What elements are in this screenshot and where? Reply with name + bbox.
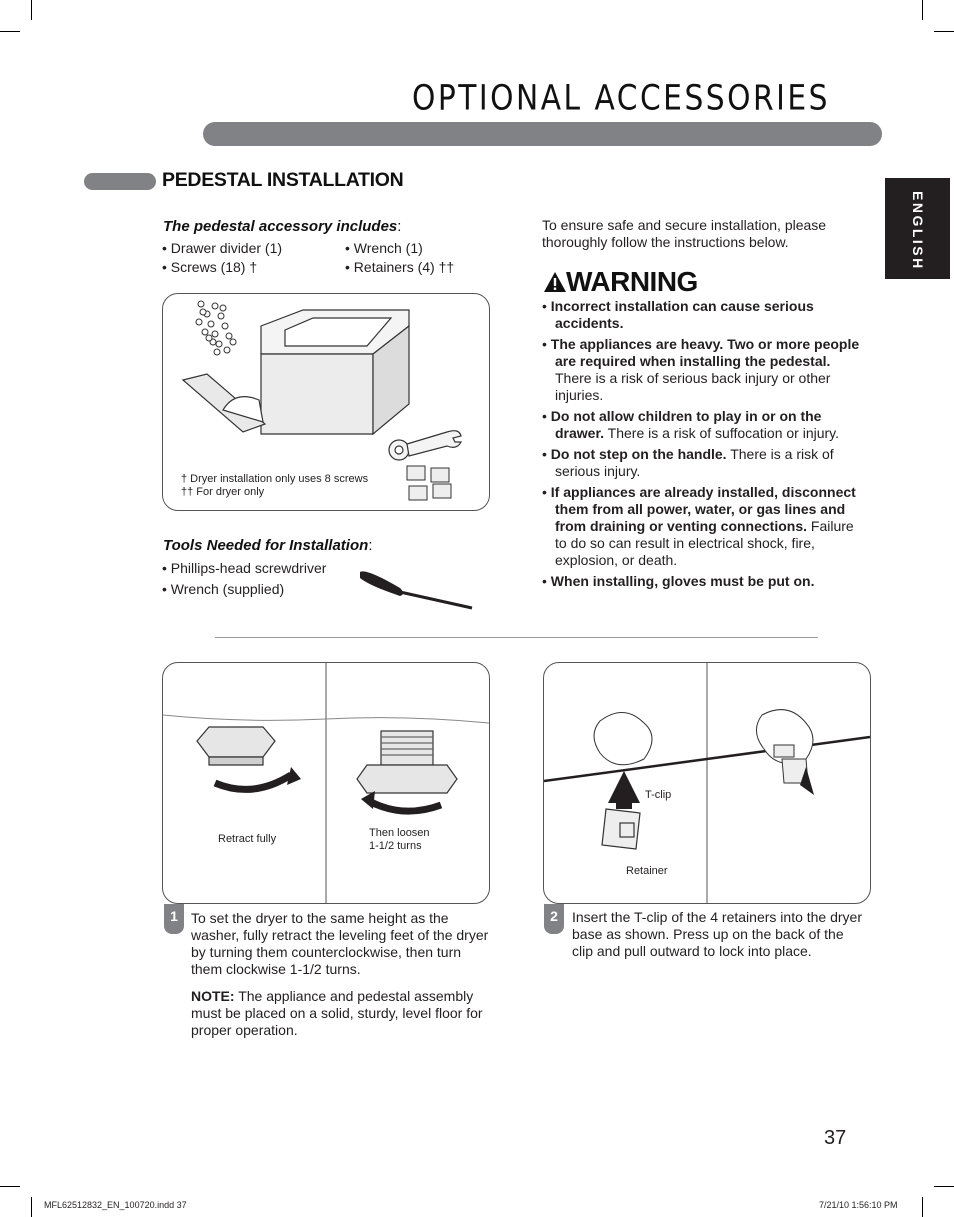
crop-mark: [922, 0, 923, 20]
wrench-icon: [389, 431, 461, 460]
list-item: • Wrench (supplied): [162, 581, 285, 597]
list-item: • Wrench (1): [345, 240, 423, 256]
accessories-illustration: [162, 293, 490, 511]
step1-text: To set the dryer to the same height as the washer, fully retract the leveling feet of the dryer by turning them counterclockwise, then turn them clockwise 1-1/2 turns.: [191, 910, 489, 977]
tools-list: [162, 560, 326, 598]
retract-caption: Retract fully: [218, 833, 277, 845]
tools-heading: Tools Needed for Installation:: [163, 537, 373, 554]
page-number: 37: [824, 1127, 847, 1149]
warning-item: • Incorrect installation can cause serious accidents.: [542, 298, 814, 331]
list-item: • Drawer divider (1): [162, 240, 283, 256]
step1-illustration: [162, 662, 490, 904]
drawer-divider-icon: [183, 374, 265, 432]
crop-mark: [934, 31, 954, 32]
screwdriver-icon: [356, 566, 476, 612]
screws-icon: [196, 301, 236, 355]
footer-filename: MFL62512832_EN_100720.indd 37: [44, 1200, 187, 1210]
includes-list-left: [162, 240, 282, 276]
section-divider: [215, 637, 818, 638]
crop-mark: [922, 1197, 923, 1217]
footer-timestamp: 7/21/10 1:56:10 PM: [819, 1200, 898, 1210]
retainer-drawing: [544, 663, 870, 903]
crop-mark: [31, 1197, 32, 1217]
step1-number: 1: [164, 904, 184, 934]
warning-item: • Do not step on the handle. There is a risk of serious injury.: [542, 446, 834, 479]
warning-item: • When installing, gloves must be put on.: [542, 573, 815, 589]
warning-triangle-icon: [543, 271, 567, 293]
list-item: • Screws (18) †: [162, 259, 258, 275]
tclip-label: T-clip: [645, 789, 672, 801]
section-pill: [84, 173, 156, 190]
caption-line: 1-1/2 turns: [369, 840, 422, 852]
list-item: • Retainers (4) ††: [345, 259, 455, 275]
title-bar: [203, 122, 882, 146]
caption-line: Then loosen: [369, 827, 430, 839]
crop-mark: [0, 31, 20, 32]
warning-item: • The appliances are heavy. Two or more people are required when installing the pedestal. There is a risk of serious back injury or other injuries.: [542, 336, 860, 403]
screw-note: † Dryer installation only uses 8 screws: [181, 473, 369, 485]
warning-list: [542, 298, 868, 594]
list-item: • Phillips-head screwdriver: [162, 560, 327, 576]
leveling-feet-drawing: [163, 663, 489, 903]
step2-number: 2: [544, 904, 564, 934]
loosen-caption: [369, 827, 430, 853]
pedestal-drawer-icon: [261, 310, 409, 434]
step2-text: Insert the T-clip of the 4 retainers into the dryer base as shown. Press up on the back of the clip and pull outward to lock into place.: [572, 909, 863, 959]
dryer-note: †† For dryer only: [181, 486, 265, 498]
crop-mark: [934, 1186, 954, 1187]
crop-mark: [31, 0, 32, 20]
crop-mark: [0, 1186, 20, 1187]
warning-item: • Do not allow children to play in or on the drawer. There is a risk of suffocation or injury.: [542, 408, 840, 441]
retainers-icon: [407, 466, 451, 500]
step1-note: NOTE: The appliance and pedestal assembly must be placed on a solid, sturdy, level floor for proper operation.: [191, 988, 483, 1038]
intro-text: To ensure safe and secure installation, please thoroughly follow the instructions below.: [542, 217, 827, 250]
leveling-foot-extended-icon: [357, 731, 457, 793]
retainer-icon: [602, 809, 640, 849]
includes-list-right: [345, 240, 454, 276]
retainer-label: Retainer: [626, 865, 668, 877]
step2-illustration: [543, 662, 871, 904]
includes-heading: The pedestal accessory includes:: [163, 218, 402, 235]
page-title: OPTIONAL ACCESSORIES: [412, 77, 830, 118]
warning-title: WARNING: [566, 266, 698, 297]
warning-item: • If appliances are already installed, disconnect them from all power, water, or gas lines and from draining or venting connections. Failure to do so can result in electrical shock, fire, explosion, or death.: [542, 484, 856, 568]
arrow-up-icon: [608, 771, 640, 809]
language-tab-label: ENGLISH: [910, 191, 926, 271]
leveling-foot-icon: [197, 727, 275, 765]
section-title: PEDESTAL INSTALLATION: [162, 169, 404, 191]
